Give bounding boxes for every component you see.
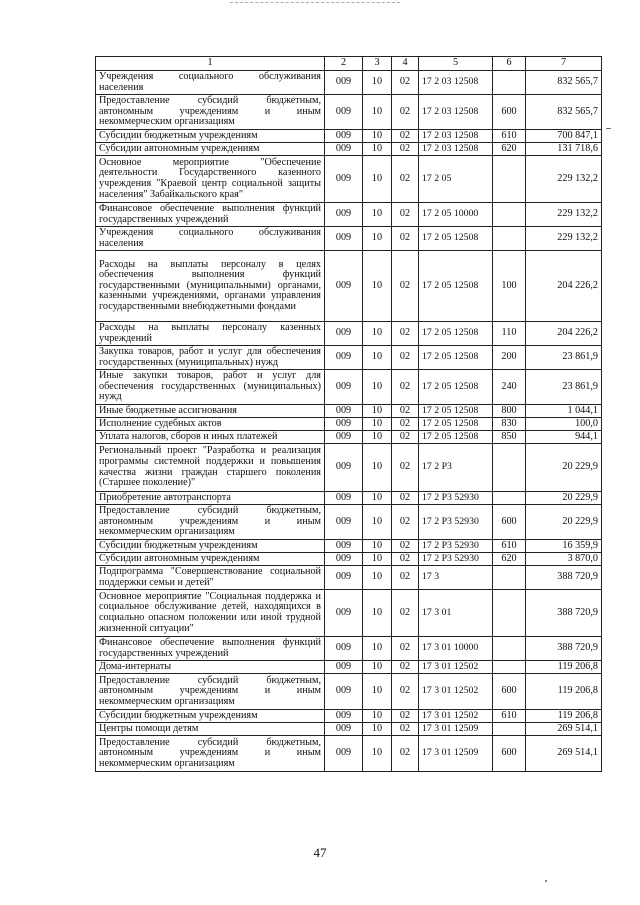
row-vr: 600 bbox=[493, 674, 526, 710]
row-ved: 009 bbox=[325, 492, 363, 505]
row-name: Исполнение судебных актов bbox=[96, 418, 325, 431]
row-sum: 832 565,7 bbox=[526, 71, 602, 95]
row-name: Основное мероприятие "Социальная поддержка и социальное обслуживание детей, находящихся в социально опасном положении или иной трудной жизненной ситуации" bbox=[96, 590, 325, 637]
row-rz: 10 bbox=[363, 637, 392, 661]
table-row bbox=[96, 95, 602, 130]
row-pr: 02 bbox=[392, 566, 419, 590]
row-pr: 02 bbox=[392, 346, 419, 370]
table-row bbox=[96, 674, 602, 710]
row-name: Предоставление субсидий бюджетным, автономным учреждениям и иным некоммерческим организациям bbox=[96, 674, 325, 710]
table-row bbox=[96, 156, 602, 203]
row-csr: 17 2 05 12508 bbox=[419, 418, 493, 431]
row-ved: 009 bbox=[325, 71, 363, 95]
row-pr: 02 bbox=[392, 492, 419, 505]
row-vr bbox=[493, 492, 526, 505]
row-ved: 009 bbox=[325, 251, 363, 322]
row-name: Подпрограмма "Совершенствование социальной поддержки семьи и детей" bbox=[96, 566, 325, 590]
row-rz: 10 bbox=[363, 553, 392, 566]
row-pr: 02 bbox=[392, 251, 419, 322]
table-row bbox=[96, 418, 602, 431]
row-ved: 009 bbox=[325, 431, 363, 444]
row-sum: 832 565,7 bbox=[526, 95, 602, 130]
row-name: Иные бюджетные ассигнования bbox=[96, 405, 325, 418]
row-vr: 600 bbox=[493, 505, 526, 540]
row-rz: 10 bbox=[363, 156, 392, 203]
row-vr bbox=[493, 637, 526, 661]
row-vr bbox=[493, 566, 526, 590]
row-vr bbox=[493, 71, 526, 95]
row-rz: 10 bbox=[363, 710, 392, 723]
header-col-3: 3 bbox=[363, 57, 392, 71]
header-col-7: 7 bbox=[526, 57, 602, 71]
row-ved: 009 bbox=[325, 322, 363, 346]
row-rz: 10 bbox=[363, 431, 392, 444]
row-csr: 17 2 05 12508 bbox=[419, 322, 493, 346]
row-pr: 02 bbox=[392, 674, 419, 710]
table-row bbox=[96, 346, 602, 370]
table-row bbox=[96, 540, 602, 553]
row-name: Предоставление субсидий бюджетным, автономным учреждениям и иным некоммерческим организациям bbox=[96, 95, 325, 130]
row-sum: 229 132,2 bbox=[526, 227, 602, 251]
table-row bbox=[96, 444, 602, 492]
row-ved: 009 bbox=[325, 661, 363, 674]
row-rz: 10 bbox=[363, 723, 392, 736]
row-rz: 10 bbox=[363, 661, 392, 674]
table-row bbox=[96, 590, 602, 637]
row-pr: 02 bbox=[392, 444, 419, 492]
budget-table bbox=[95, 56, 602, 772]
row-csr: 17 2 03 12508 bbox=[419, 130, 493, 143]
row-csr: 17 2 03 12508 bbox=[419, 95, 493, 130]
page-number: 47 bbox=[313, 845, 327, 860]
row-rz: 10 bbox=[363, 492, 392, 505]
row-name: Центры помощи детям bbox=[96, 723, 325, 736]
row-vr: 620 bbox=[493, 553, 526, 566]
row-csr: 17 3 01 bbox=[419, 590, 493, 637]
row-name: Предоставление субсидий бюджетным, автономным учреждениям и иным некоммерческим организациям bbox=[96, 505, 325, 540]
row-sum: 388 720,9 bbox=[526, 566, 602, 590]
row-sum: 388 720,9 bbox=[526, 637, 602, 661]
row-name: Субсидии автономным учреждениям bbox=[96, 143, 325, 156]
row-ved: 009 bbox=[325, 710, 363, 723]
table-row bbox=[96, 130, 602, 143]
scan-speck bbox=[545, 880, 547, 882]
row-vr: 610 bbox=[493, 710, 526, 723]
row-sum: 20 229,9 bbox=[526, 444, 602, 492]
row-ved: 009 bbox=[325, 156, 363, 203]
row-vr: 110 bbox=[493, 322, 526, 346]
row-vr bbox=[493, 723, 526, 736]
row-name: Учреждения социального обслуживания населения bbox=[96, 71, 325, 95]
row-vr: 200 bbox=[493, 346, 526, 370]
table-row bbox=[96, 505, 602, 540]
row-vr: 240 bbox=[493, 370, 526, 405]
row-rz: 10 bbox=[363, 590, 392, 637]
table-body bbox=[96, 71, 602, 772]
table-row bbox=[96, 431, 602, 444]
row-pr: 02 bbox=[392, 418, 419, 431]
row-pr: 02 bbox=[392, 156, 419, 203]
row-csr: 17 3 01 10000 bbox=[419, 637, 493, 661]
row-name: Дома-интернаты bbox=[96, 661, 325, 674]
table-row bbox=[96, 251, 602, 322]
row-sum: 944,1 bbox=[526, 431, 602, 444]
row-csr: 17 2 P3 52930 bbox=[419, 553, 493, 566]
row-pr: 02 bbox=[392, 736, 419, 772]
row-name: Субсидии бюджетным учреждениям bbox=[96, 130, 325, 143]
row-csr: 17 3 bbox=[419, 566, 493, 590]
table-row bbox=[96, 661, 602, 674]
row-ved: 009 bbox=[325, 444, 363, 492]
row-pr: 02 bbox=[392, 71, 419, 95]
table-row bbox=[96, 710, 602, 723]
table-row bbox=[96, 492, 602, 505]
row-vr: 100 bbox=[493, 251, 526, 322]
row-name: Закупка товаров, работ и услуг для обеспечения государственных (муниципальных) нужд bbox=[96, 346, 325, 370]
row-sum: 229 132,2 bbox=[526, 156, 602, 203]
table-row bbox=[96, 370, 602, 405]
row-name: Уплата налогов, сборов и иных платежей bbox=[96, 431, 325, 444]
row-csr: 17 3 01 12502 bbox=[419, 710, 493, 723]
table-header-row bbox=[96, 57, 602, 71]
row-sum: 269 514,1 bbox=[526, 736, 602, 772]
row-csr: 17 3 01 12502 bbox=[419, 674, 493, 710]
row-ved: 009 bbox=[325, 674, 363, 710]
row-sum: 20 229,9 bbox=[526, 505, 602, 540]
row-name: Расходы на выплаты персоналу казенных учреждений bbox=[96, 322, 325, 346]
row-sum: 204 226,2 bbox=[526, 322, 602, 346]
row-csr: 17 2 P3 52930 bbox=[419, 540, 493, 553]
row-csr: 17 2 05 10000 bbox=[419, 203, 493, 227]
row-csr: 17 3 01 12509 bbox=[419, 723, 493, 736]
row-name: Финансовое обеспечение выполнения функций государственных учреждений bbox=[96, 637, 325, 661]
row-name: Приобретение автотранспорта bbox=[96, 492, 325, 505]
row-csr: 17 3 01 12502 bbox=[419, 661, 493, 674]
row-rz: 10 bbox=[363, 130, 392, 143]
table-row bbox=[96, 553, 602, 566]
row-rz: 10 bbox=[363, 566, 392, 590]
row-pr: 02 bbox=[392, 203, 419, 227]
row-sum: 100,0 bbox=[526, 418, 602, 431]
row-vr: 850 bbox=[493, 431, 526, 444]
row-rz: 10 bbox=[363, 95, 392, 130]
row-csr: 17 2 03 12508 bbox=[419, 71, 493, 95]
row-rz: 10 bbox=[363, 505, 392, 540]
row-name: Региональный проект "Разработка и реализация программы системной поддержки и повышения качества жизни граждан старшего поколения (Старшее поколение)" bbox=[96, 444, 325, 492]
table-row bbox=[96, 723, 602, 736]
row-vr bbox=[493, 661, 526, 674]
row-ved: 009 bbox=[325, 346, 363, 370]
table-row bbox=[96, 203, 602, 227]
header-col-4: 4 bbox=[392, 57, 419, 71]
row-rz: 10 bbox=[363, 736, 392, 772]
row-pr: 02 bbox=[392, 322, 419, 346]
row-rz: 10 bbox=[363, 418, 392, 431]
row-vr: 800 bbox=[493, 405, 526, 418]
row-sum: 1 044,1 bbox=[526, 405, 602, 418]
row-sum: 229 132,2 bbox=[526, 203, 602, 227]
row-ved: 009 bbox=[325, 405, 363, 418]
row-csr: 17 2 P3 bbox=[419, 444, 493, 492]
row-ved: 009 bbox=[325, 143, 363, 156]
row-sum: 3 870,0 bbox=[526, 553, 602, 566]
row-sum: 20 229,9 bbox=[526, 492, 602, 505]
row-pr: 02 bbox=[392, 590, 419, 637]
row-csr: 17 2 05 bbox=[419, 156, 493, 203]
row-vr bbox=[493, 590, 526, 637]
row-ved: 009 bbox=[325, 590, 363, 637]
row-name: Субсидии бюджетным учреждениям bbox=[96, 710, 325, 723]
row-name: Расходы на выплаты персоналу в целях обеспечения выполнения функций государственными (муниципальными) органами, казенными учреждениями, органами управления государственными внебюджетными фондами bbox=[96, 251, 325, 322]
row-ved: 009 bbox=[325, 95, 363, 130]
row-csr: 17 2 05 12508 bbox=[419, 431, 493, 444]
table-row bbox=[96, 405, 602, 418]
row-sum: 23 861,9 bbox=[526, 346, 602, 370]
row-ved: 009 bbox=[325, 227, 363, 251]
row-csr: 17 2 05 12508 bbox=[419, 370, 493, 405]
row-sum: 119 206,8 bbox=[526, 674, 602, 710]
row-sum: 16 359,9 bbox=[526, 540, 602, 553]
row-vr bbox=[493, 227, 526, 251]
row-name: Основное мероприятие "Обеспечение деятельности Государственного казенного учреждения "Краевой центр социальной защиты населения" Забайкальского края" bbox=[96, 156, 325, 203]
row-pr: 02 bbox=[392, 710, 419, 723]
row-name: Субсидии автономным учреждениям bbox=[96, 553, 325, 566]
header-col-5: 5 bbox=[419, 57, 493, 71]
row-rz: 10 bbox=[363, 322, 392, 346]
row-ved: 009 bbox=[325, 203, 363, 227]
row-pr: 02 bbox=[392, 723, 419, 736]
row-pr: 02 bbox=[392, 637, 419, 661]
row-rz: 10 bbox=[363, 71, 392, 95]
table-row bbox=[96, 322, 602, 346]
row-name: Финансовое обеспечение выполнения функций государственных учреждений bbox=[96, 203, 325, 227]
row-vr bbox=[493, 444, 526, 492]
row-vr: 610 bbox=[493, 130, 526, 143]
row-pr: 02 bbox=[392, 661, 419, 674]
scan-top-line bbox=[230, 2, 400, 3]
row-ved: 009 bbox=[325, 553, 363, 566]
header-col-6: 6 bbox=[493, 57, 526, 71]
row-pr: 02 bbox=[392, 540, 419, 553]
row-rz: 10 bbox=[363, 346, 392, 370]
row-vr: 600 bbox=[493, 95, 526, 130]
table-row bbox=[96, 566, 602, 590]
row-sum: 700 847,1 bbox=[526, 130, 602, 143]
row-name: Учреждения социального обслуживания населения bbox=[96, 227, 325, 251]
row-sum: 119 206,8 bbox=[526, 661, 602, 674]
row-ved: 009 bbox=[325, 637, 363, 661]
row-pr: 02 bbox=[392, 431, 419, 444]
row-vr: 620 bbox=[493, 143, 526, 156]
row-pr: 02 bbox=[392, 130, 419, 143]
row-ved: 009 bbox=[325, 505, 363, 540]
row-sum: 388 720,9 bbox=[526, 590, 602, 637]
header-col-2: 2 bbox=[325, 57, 363, 71]
table-row bbox=[96, 143, 602, 156]
row-rz: 10 bbox=[363, 540, 392, 553]
row-csr: 17 2 05 12508 bbox=[419, 346, 493, 370]
row-sum: 269 514,1 bbox=[526, 723, 602, 736]
row-pr: 02 bbox=[392, 95, 419, 130]
row-pr: 02 bbox=[392, 405, 419, 418]
row-vr: 830 bbox=[493, 418, 526, 431]
row-ved: 009 bbox=[325, 566, 363, 590]
row-csr: 17 2 05 12508 bbox=[419, 405, 493, 418]
row-vr bbox=[493, 156, 526, 203]
row-pr: 02 bbox=[392, 143, 419, 156]
row-name: Иные закупки товаров, работ и услуг для обеспечения государственных (муниципальных) нужд bbox=[96, 370, 325, 405]
row-pr: 02 bbox=[392, 553, 419, 566]
row-sum: 204 226,2 bbox=[526, 251, 602, 322]
row-csr: 17 2 05 12508 bbox=[419, 227, 493, 251]
row-csr: 17 3 01 12509 bbox=[419, 736, 493, 772]
row-rz: 10 bbox=[363, 444, 392, 492]
row-vr: 600 bbox=[493, 736, 526, 772]
row-vr: 610 bbox=[493, 540, 526, 553]
row-ved: 009 bbox=[325, 736, 363, 772]
row-rz: 10 bbox=[363, 251, 392, 322]
row-rz: 10 bbox=[363, 143, 392, 156]
row-rz: 10 bbox=[363, 227, 392, 251]
row-sum: 119 206,8 bbox=[526, 710, 602, 723]
row-ved: 009 bbox=[325, 370, 363, 405]
row-ved: 009 bbox=[325, 130, 363, 143]
row-ved: 009 bbox=[325, 723, 363, 736]
row-pr: 02 bbox=[392, 505, 419, 540]
row-csr: 17 2 03 12508 bbox=[419, 143, 493, 156]
row-rz: 10 bbox=[363, 405, 392, 418]
row-pr: 02 bbox=[392, 370, 419, 405]
row-csr: 17 2 P3 52930 bbox=[419, 492, 493, 505]
row-name: Субсидии бюджетным учреждениям bbox=[96, 540, 325, 553]
row-ved: 009 bbox=[325, 418, 363, 431]
row-pr: 02 bbox=[392, 227, 419, 251]
table-row bbox=[96, 637, 602, 661]
row-csr: 17 2 05 12508 bbox=[419, 251, 493, 322]
row-name: Предоставление субсидий бюджетным, автономным учреждениям и иным некоммерческим организациям bbox=[96, 736, 325, 772]
row-ved: 009 bbox=[325, 540, 363, 553]
row-rz: 10 bbox=[363, 674, 392, 710]
row-sum: 131 718,6 bbox=[526, 143, 602, 156]
row-rz: 10 bbox=[363, 370, 392, 405]
row-csr: 17 2 P3 52930 bbox=[419, 505, 493, 540]
table-row bbox=[96, 227, 602, 251]
table-row bbox=[96, 736, 602, 772]
table-row bbox=[96, 71, 602, 95]
row-sum: 23 861,9 bbox=[526, 370, 602, 405]
scan-speck bbox=[606, 128, 611, 129]
header-col-1: 1 bbox=[96, 57, 325, 71]
row-vr bbox=[493, 203, 526, 227]
row-rz: 10 bbox=[363, 203, 392, 227]
